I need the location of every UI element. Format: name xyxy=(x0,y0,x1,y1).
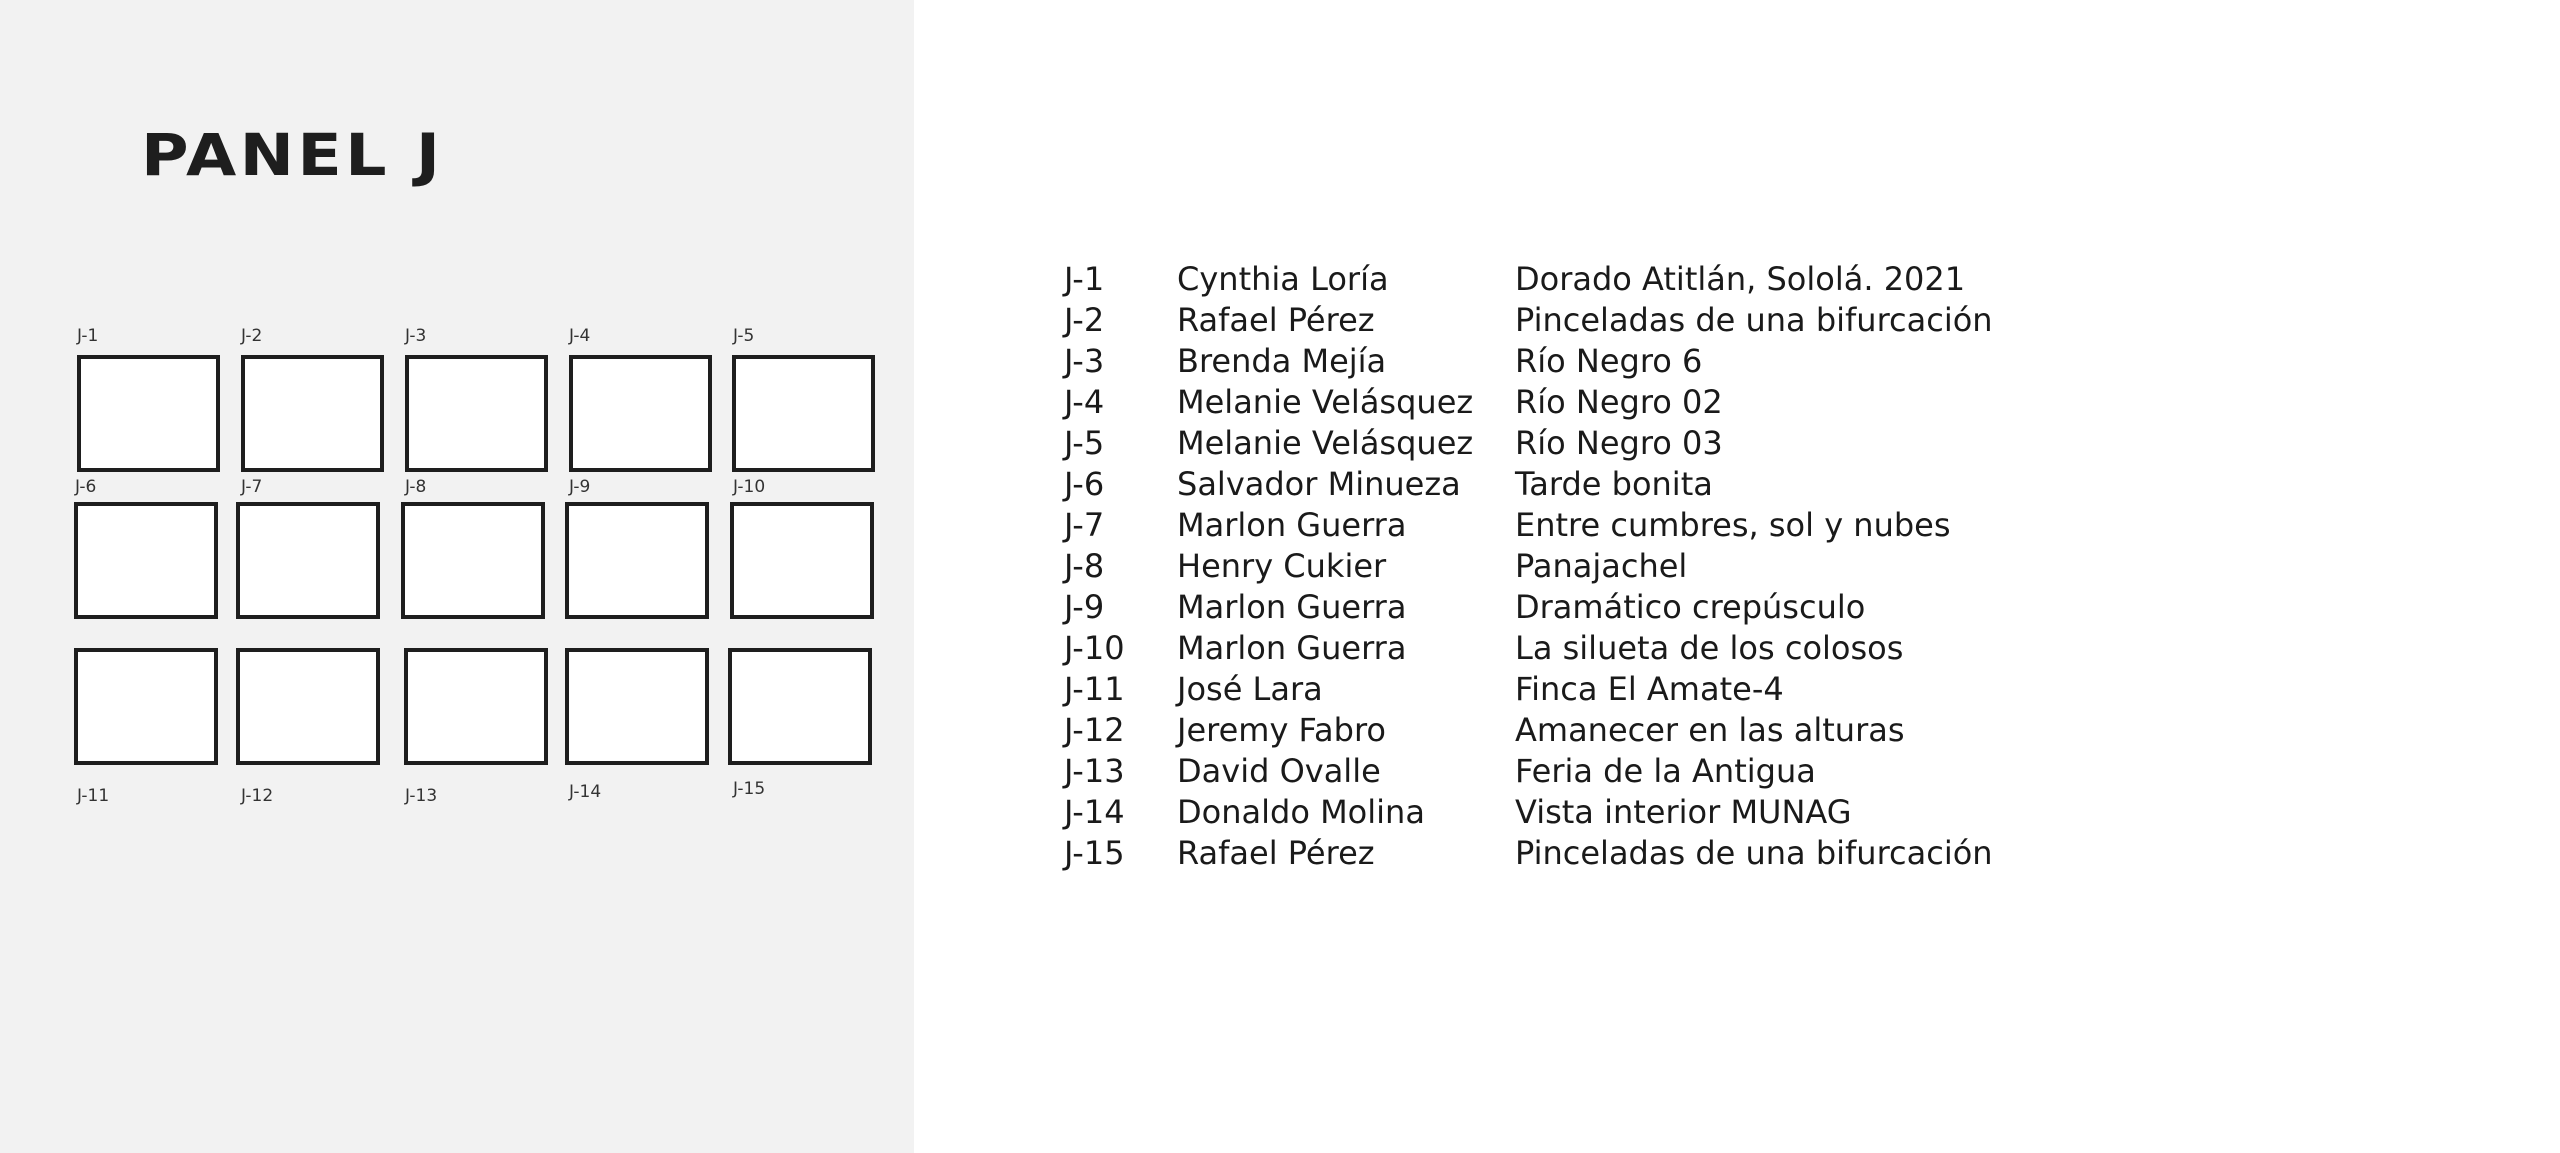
legend-title: Río Negro 02 xyxy=(1515,383,1723,421)
legend-artist: Salvador Minueza xyxy=(1177,465,1461,503)
legend-artist: Rafael Pérez xyxy=(1177,301,1375,339)
frame-j-13 xyxy=(404,648,548,765)
legend-title: Dramático crepúsculo xyxy=(1515,588,1866,626)
frame-j-6 xyxy=(74,502,218,619)
legend-title: Pinceladas de una bifurcación xyxy=(1515,834,1993,872)
legend-title: Tarde bonita xyxy=(1515,465,1713,503)
frame-j-4 xyxy=(569,355,712,472)
frame-label: J-5 xyxy=(733,326,755,346)
legend-code: J-9 xyxy=(1064,588,1105,626)
legend-artist: Jeremy Fabro xyxy=(1177,711,1386,749)
frame-label: J-11 xyxy=(77,786,110,806)
legend-code: J-6 xyxy=(1064,465,1105,503)
legend-artist: David Ovalle xyxy=(1177,752,1381,790)
legend-artist: Marlon Guerra xyxy=(1177,506,1407,544)
legend-title: La silueta de los colosos xyxy=(1515,629,1904,667)
legend-title: Finca El Amate-4 xyxy=(1515,670,1784,708)
frame-j-3 xyxy=(405,355,548,472)
frame-j-1 xyxy=(77,355,220,472)
panel-title: PANEL J xyxy=(141,121,444,189)
legend-artist: Henry Cukier xyxy=(1177,547,1387,585)
legend-code: J-8 xyxy=(1064,547,1105,585)
legend-code: J-12 xyxy=(1064,711,1125,749)
legend-code: J-11 xyxy=(1064,670,1125,708)
legend-code: J-5 xyxy=(1064,424,1105,462)
frame-j-2 xyxy=(241,355,384,472)
frame-label: J-9 xyxy=(569,477,591,497)
frame-j-5 xyxy=(732,355,875,472)
frame-label: J-12 xyxy=(241,786,274,806)
legend-artist: Cynthia Loría xyxy=(1177,260,1389,298)
frame-j-14 xyxy=(565,648,709,765)
frame-j-10 xyxy=(730,502,874,619)
legend-code: J-3 xyxy=(1064,342,1105,380)
frame-label: J-8 xyxy=(405,477,427,497)
frame-label: J-1 xyxy=(77,326,99,346)
frame-label: J-3 xyxy=(405,326,427,346)
legend-code: J-1 xyxy=(1064,260,1105,298)
legend-artist: Rafael Pérez xyxy=(1177,834,1375,872)
legend-artist: Brenda Mejía xyxy=(1177,342,1387,380)
legend-title: Río Negro 03 xyxy=(1515,424,1723,462)
frame-label: J-15 xyxy=(733,779,766,799)
legend-title: Amanecer en las alturas xyxy=(1515,711,1905,749)
frame-label: J-7 xyxy=(241,477,263,497)
panel-layout-area xyxy=(0,0,914,1153)
legend-code: J-10 xyxy=(1064,629,1125,667)
frame-label: J-4 xyxy=(569,326,591,346)
legend-code: J-14 xyxy=(1064,793,1125,831)
frame-j-7 xyxy=(236,502,380,619)
legend-artist: Marlon Guerra xyxy=(1177,629,1407,667)
frame-label: J-2 xyxy=(241,326,263,346)
legend-title: Dorado Atitlán, Sololá. 2021 xyxy=(1515,260,1966,298)
frame-j-11 xyxy=(74,648,218,765)
frame-j-12 xyxy=(236,648,380,765)
legend-title: Vista interior MUNAG xyxy=(1515,793,1852,831)
legend-artist: Melanie Velásquez xyxy=(1177,424,1474,462)
frame-j-15 xyxy=(728,648,872,765)
legend-code: J-4 xyxy=(1064,383,1105,421)
legend-code: J-2 xyxy=(1064,301,1105,339)
frame-label: J-14 xyxy=(569,782,602,802)
frame-label: J-13 xyxy=(405,786,438,806)
legend-artist: Donaldo Molina xyxy=(1177,793,1425,831)
legend-code: J-15 xyxy=(1064,834,1125,872)
frame-label: J-10 xyxy=(733,477,766,497)
legend-artist: José Lara xyxy=(1177,670,1323,708)
legend-title: Feria de la Antigua xyxy=(1515,752,1816,790)
legend-artist: Marlon Guerra xyxy=(1177,588,1407,626)
frame-j-8 xyxy=(401,502,545,619)
legend-title: Panajachel xyxy=(1515,547,1688,585)
legend-code: J-7 xyxy=(1064,506,1105,544)
legend-title: Río Negro 6 xyxy=(1515,342,1703,380)
frame-label: J-6 xyxy=(75,477,97,497)
legend-artist: Melanie Velásquez xyxy=(1177,383,1474,421)
frame-j-9 xyxy=(565,502,709,619)
legend-title: Entre cumbres, sol y nubes xyxy=(1515,506,1951,544)
legend-title: Pinceladas de una bifurcación xyxy=(1515,301,1993,339)
legend-code: J-13 xyxy=(1064,752,1125,790)
